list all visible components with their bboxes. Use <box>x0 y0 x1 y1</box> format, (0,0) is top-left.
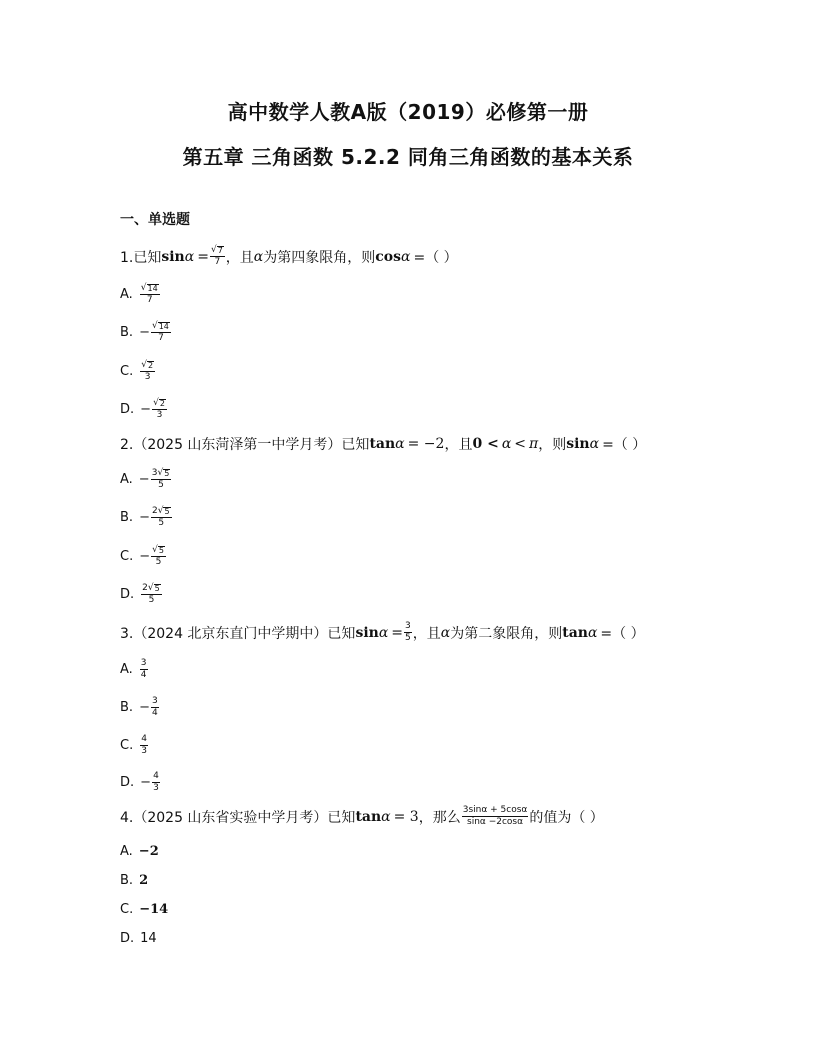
coefficient: 2 <box>142 583 148 593</box>
option-value: −2 <box>138 844 159 859</box>
alpha-symbol: α <box>253 248 264 265</box>
option-fraction: √ 14 7 <box>140 283 158 305</box>
radicand: 7 <box>217 246 223 255</box>
question-2-func-sin: sin <box>566 436 590 452</box>
option-label: B. <box>120 325 134 340</box>
option-fraction <box>140 735 148 756</box>
radicand: 5 <box>164 507 170 516</box>
option-label: C. <box>120 738 134 753</box>
question-1-func-sin: sin <box>161 248 185 265</box>
option-label: D. <box>120 775 135 790</box>
option-label: D. <box>120 587 135 602</box>
option-fraction <box>152 772 160 793</box>
option-fraction: √ 5 5 <box>152 545 164 567</box>
numerator: 3 <box>140 658 147 668</box>
minus-sign: − <box>138 472 150 487</box>
inequality-right: < <box>514 436 527 452</box>
inequality-left: 0 < <box>472 436 499 452</box>
option-label: A. <box>120 662 133 677</box>
question-4-blank: 的值为（ ） <box>529 809 604 826</box>
radicand: 14 <box>147 284 158 293</box>
denominator: 7 <box>158 333 164 343</box>
question-4-prefix: 4.（2025 山东省实验中学月考）已知 <box>120 809 356 826</box>
numerator: 4 <box>153 771 159 781</box>
question-3-func-sin: sin <box>355 624 379 641</box>
q3-option-a[interactable] <box>120 659 149 680</box>
minus-sign: − <box>139 510 150 525</box>
radicand: 14 <box>158 322 169 331</box>
q3-option-d[interactable] <box>120 772 161 793</box>
question-1-func-cos: cos <box>375 248 402 265</box>
option-fraction: 2 √ 5 5 <box>151 506 170 528</box>
denominator: 5 <box>405 633 411 643</box>
option-fraction: √ 2 3 <box>141 360 154 382</box>
question-3-func-tan: tan <box>562 624 588 641</box>
option-value: 14 <box>140 931 157 946</box>
document-subtitle: 第五章 三角函数 5.2.2 同角三角函数的基本关系 <box>182 145 634 169</box>
option-fraction: √ 2 3 <box>153 398 165 420</box>
alpha-symbol: α <box>587 624 598 641</box>
minus-sign: − <box>139 549 151 564</box>
alpha-symbol: α <box>378 624 389 641</box>
q2-option-a[interactable] <box>120 469 172 490</box>
numerator: 4 <box>141 734 147 744</box>
question-3-fraction <box>404 622 412 643</box>
denominator: 3 <box>153 783 159 793</box>
question-2-blank: =（ ） <box>602 437 647 453</box>
q1-option-a[interactable] <box>120 284 161 305</box>
option-fraction <box>140 659 148 680</box>
q2-option-b[interactable] <box>120 507 173 528</box>
question-3-text: 为第二象限角，则 <box>450 625 563 642</box>
alpha-symbol: α <box>401 248 411 265</box>
option-label: C. <box>120 902 134 917</box>
radicand: 2 <box>147 361 154 370</box>
radicand: 5 <box>158 546 164 555</box>
question-1-fraction: √ 7 7 <box>210 245 223 267</box>
alpha-symbol: α <box>440 624 451 641</box>
denominator: 7 <box>146 295 153 305</box>
option-label: D. <box>120 931 135 946</box>
document-title: 高中数学人教A版（2019）必修第一册 <box>227 100 589 124</box>
radicand: 5 <box>154 584 160 593</box>
option-fraction: 3 √ 5 5 <box>151 468 170 490</box>
question-3 <box>120 622 645 643</box>
coefficient: 3 <box>151 468 158 478</box>
minus-sign: − <box>139 700 150 715</box>
denominator: 3 <box>156 410 163 420</box>
denominator: 5 <box>148 595 155 605</box>
denominator: 4 <box>151 708 158 718</box>
equals-sign: = <box>197 248 209 265</box>
equation-value: = −2 <box>407 436 445 452</box>
question-4-fraction <box>462 806 529 827</box>
denominator: 7 <box>214 257 221 267</box>
question-1-text: ，且 <box>225 249 254 266</box>
denominator: 5 <box>155 557 162 567</box>
radicand: 2 <box>159 399 165 408</box>
question-1 <box>120 246 458 267</box>
radicand: 5 <box>164 469 170 478</box>
numerator: 3 <box>151 696 158 706</box>
equation-value: = 3 <box>393 808 419 825</box>
q3-option-b[interactable] <box>120 697 160 718</box>
alpha-symbol: α <box>589 436 600 452</box>
minus-sign: − <box>140 402 152 417</box>
denominator: 3 <box>144 372 151 382</box>
option-label: B. <box>120 873 134 888</box>
coefficient: 2 <box>151 506 158 516</box>
q2-option-d[interactable] <box>120 584 163 605</box>
option-value: −14 <box>139 902 169 917</box>
q1-option-d[interactable] <box>120 399 168 420</box>
question-2 <box>120 434 646 454</box>
option-label: A. <box>120 472 133 487</box>
numerator: 3 <box>405 621 411 631</box>
question-2-text: ，且 <box>444 437 473 453</box>
q1-option-b[interactable] <box>120 322 172 343</box>
option-label: C. <box>120 549 134 564</box>
question-4-func-tan: tan <box>355 808 382 825</box>
option-label: A. <box>120 287 133 302</box>
alpha-symbol: α <box>395 436 405 452</box>
alpha-symbol: α <box>501 436 512 452</box>
question-3-text: ，且 <box>412 625 441 642</box>
question-2-prefix: 2.（2025 山东菏泽第一中学月考）已知 <box>120 437 370 453</box>
question-1-text: 为第四象限角，则 <box>263 249 376 266</box>
question-1-blank: =（ ） <box>413 249 458 266</box>
option-fraction <box>151 697 159 718</box>
option-label: A. <box>120 844 133 859</box>
alpha-symbol: α <box>184 248 195 265</box>
denominator: 3 <box>141 746 147 756</box>
question-2-text: ，则 <box>538 437 567 453</box>
q1-option-c[interactable] <box>120 361 156 382</box>
question-1-prefix: 1.已知 <box>120 249 162 266</box>
option-fraction: 2 √ 5 5 <box>142 583 160 605</box>
pi-symbol: π <box>529 436 539 452</box>
minus-sign: − <box>139 325 150 340</box>
question-4 <box>120 806 604 827</box>
numerator: 3sinα + 5cosα <box>462 805 528 815</box>
q3-option-c[interactable] <box>120 735 149 756</box>
denominator: 4 <box>140 670 147 680</box>
option-label: D. <box>120 402 135 417</box>
question-4-text: ，那么 <box>418 809 461 826</box>
option-label: B. <box>120 700 134 715</box>
option-label: C. <box>120 364 134 379</box>
equals-sign: = <box>391 624 404 641</box>
denominator: sinα −2cosα <box>467 817 524 827</box>
q4-option-a[interactable] <box>120 844 159 859</box>
q4-option-d[interactable] <box>120 931 157 946</box>
denominator: 5 <box>158 518 165 528</box>
question-3-blank: =（ ） <box>600 625 645 642</box>
section-heading: 一、单选题 <box>120 212 190 228</box>
option-label: B. <box>120 510 134 525</box>
denominator: 5 <box>158 480 164 490</box>
q4-option-c[interactable] <box>120 902 168 917</box>
minus-sign: − <box>140 775 152 790</box>
q4-option-b[interactable] <box>120 873 148 888</box>
option-fraction: √ 14 7 <box>151 321 169 343</box>
option-value: 2 <box>139 873 149 888</box>
question-2-func-tan: tan <box>369 436 396 452</box>
q2-option-c[interactable] <box>120 546 167 567</box>
question-3-prefix: 3.（2024 北京东直门中学期中）已知 <box>120 625 356 642</box>
alpha-symbol: α <box>381 808 391 825</box>
